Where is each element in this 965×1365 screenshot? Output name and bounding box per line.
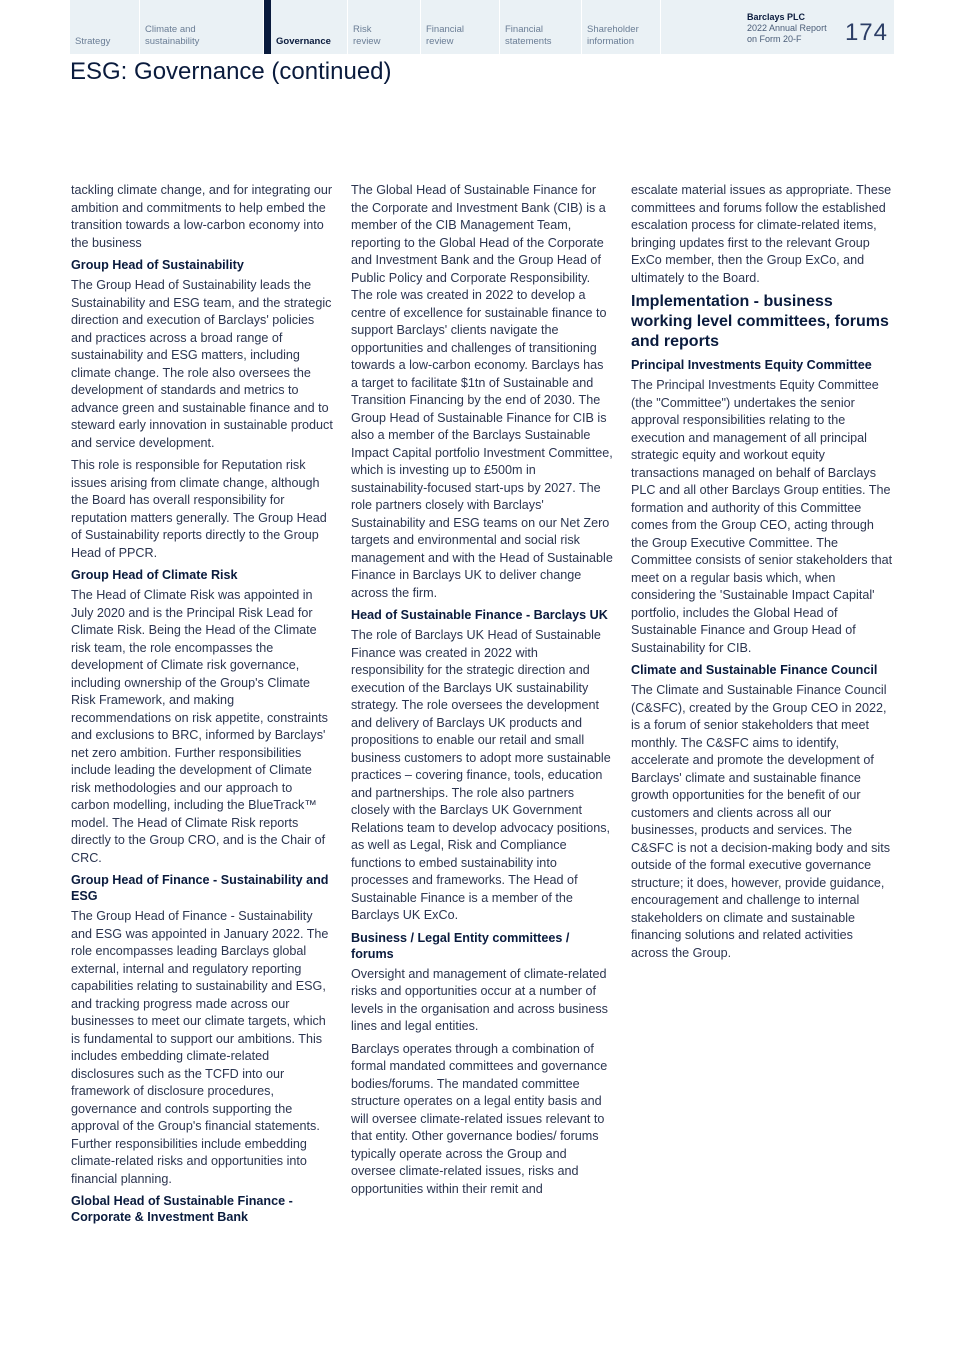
tab-financial-statements[interactable]: Financial statements [500, 0, 582, 54]
column-2 [351, 182, 613, 1203]
paragraph: This role is responsible for Reputation risk issues arising from climate change, although the Board has overall responsibility for reputation matters generally. The Group Head of Sustainability reports directly to the Group Head of PPCR. [71, 458, 327, 560]
heading-implementation: Implementation - business working level committees, forums and reports [631, 293, 889, 350]
report-info [747, 12, 827, 45]
tab-shareholder-information[interactable]: Shareholder information [582, 0, 661, 54]
tab-climate-and-sustainability[interactable]: Climate and sustainability [140, 0, 264, 54]
paragraph: Oversight and management of climate-related risks and opportunities occur at a number of levels in the organisation and across business lines and legal entities. [351, 966, 608, 1033]
column-1 [71, 182, 333, 1229]
section-nav [70, 0, 894, 54]
tab-financial-review[interactable]: Financial review [421, 0, 500, 54]
active-tab-indicator [264, 0, 271, 54]
report-line-1: 2022 Annual Report [747, 23, 827, 33]
page-title: ESG: Governance (continued) [70, 58, 392, 85]
page-number: 174 [844, 19, 888, 46]
tab-risk-review[interactable]: Risk review [348, 0, 421, 54]
tab-governance[interactable]: Governance [264, 0, 348, 54]
report-line-2: on Form 20-F [747, 34, 802, 44]
heading-climate-sustainable-finance-council: Climate and Sustainable Finance Council [631, 663, 878, 677]
heading-business-legal-entity-committees: Business / Legal Entity committees / forums [351, 930, 570, 961]
paragraph: The Group Head of Finance - Sustainability and ESG was appointed in January 2022. The role encompasses leading Barclays global external, internal and regulatory reporting capabilities relating to sustainability and ESG, and tracking progress made across our businesses to meet our climate targets, which is fundamental to support our ambitions. This includes embedding climate-related disclosures such as the TCFD into our framework of disclosure procedures, governance and controls supporting the approval of the Group's financial statements. Further responsibilities include embedding climate-related risks and opportunities into financial planning. [71, 909, 329, 1186]
paragraph: The role of Barclays UK Head of Sustainable Finance was created in 2022 with responsibility for the strategic direction and execution of the Barclays UK sustainability strategy. The role oversees the development and delivery of Barclays UK products and propositions to enable our retail and small business customers to adopt more sustainable practices – covering finance, tools, education and partnerships. The role also partners closely with the Barclays UK Government Relations team to develop advocacy positions, as well as Legal, Risk and Compliance functions to embed sustainability into processes and frameworks. The Head of Sustainable Finance is a member of the Barclays UK ExCo. [351, 628, 611, 922]
paragraph: The Principal Investments Equity Committee (the "Committee") undertakes the senior approval responsibilities relating to the execution and management of all principal strategic equity and workout equity transactions managed on behalf of Barclays PLC and all other Barclays Group entities. The formation and authority of this Committee comes from the Group CEO, acting through the Group Executive Committee. The Committee consists of senior stakeholders that meet on a regular basis which, when considering the 'Sustainable Impact Capital' portfolio, includes the Global Head of Sustainable Finance and Group Head of Sustainability for CIB. [631, 378, 893, 655]
heading-principal-investments-equity-committee: Principal Investments Equity Committee [631, 358, 872, 372]
column-3 [631, 182, 893, 967]
paragraph: Barclays operates through a combination of formal mandated committees and governance bodies/forums. The mandated committee structure operates on a legal entity basis and will oversee climate-related issues relevant to that entity. Other governance bodies/ forums typically operate across the Group and oversee climate-related issues, risks and opportunities within their remit and [351, 1041, 608, 1196]
heading-group-head-of-sustainability: Group Head of Sustainability [71, 258, 244, 272]
tab-strategy[interactable]: Strategy [70, 0, 140, 54]
paragraph: The Group Head of Sustainability leads the Sustainability and ESG team, and the strategic direction and execution of Barclays' policies and practices across a broad range of sustainability and ESG matters, including climate change. The role also oversees the development of standards and metrics to advance green and sustainable finance and to steward early innovation in sustainable product and service development. [71, 278, 333, 450]
paragraph: tackling climate change, and for integrating our ambition and commitments to help embed the transition towards a low-carbon economy into the business [71, 183, 333, 250]
heading-group-head-of-climate-risk: Group Head of Climate Risk [71, 568, 238, 582]
brand-name: Barclays PLC [747, 12, 806, 22]
paragraph: The Global Head of Sustainable Finance for the Corporate and Investment Bank (CIB) is a member of the CIB Management Team, reporting to the Global Head of the Corporate and Investment Bank and the Group Head of Public Policy and Corporate Responsibility. The role was created in 2022 to develop a centre of excellence for sustainable finance to support Barclays' clients navigate the opportunities and challenges of transitioning towards a low-carbon economy. Barclays has a target to facilitate $1tn of Sustainable and Transition Financing by the end of 2030. The Group Head of Sustainable Finance for CIB is also a member of the Barclays Sustainable Impact Capital portfolio Investment Committee, which is investing up to £500m in sustainability-focused start-ups by 2027. The role partners closely with Barclays' Sustainability and ESG teams on our Net Zero targets and environmental and social risk management and with the Head of Sustainable Finance in Barclays UK to deliver change across the firm. [351, 183, 613, 600]
heading-head-of-sustainable-finance-uk: Head of Sustainable Finance - Barclays UK [351, 608, 608, 622]
report-brand [661, 0, 894, 54]
paragraph: The Climate and Sustainable Finance Council (C&SFC), created by the Group CEO in 2022, is a forum of senior stakeholders that meet monthly. The C&SFC aims to identify, accelerate and promote the development of Barclays' climate and sustainable finance growth opportunities for the benefit of our customers and clients across all our businesses, products and services. The C&SFC is not a decision-making body and sits outside of the formal executive governance structure; it does, however, provide guidance, encouragement and challenge to internal stakeholders on climate and sustainable financing solutions and related activities across the Group. [631, 683, 890, 960]
paragraph: The Head of Climate Risk was appointed in July 2020 and is the Principal Risk Lead for Climate Risk. Being the Head of the Climate risk team, the role encompasses the development of Climate risk governance, including ownership of the Group's Climate Risk Framework, and making recommendations on risk appetite, constraints and exclusions to BRC, informed by Barclays' net zero ambition. Further responsibilities include leading the development of Climate risk methodologies and our approach to carbon modelling, including the BlueTrack™ model. The Head of Climate Risk reports directly to the Group CRO, and is the Chair of CRC. [71, 588, 328, 865]
heading-global-head-of-sustainable-finance: Global Head of Sustainable Finance - Corporate & Investment Bank [71, 1194, 293, 1224]
heading-group-head-of-finance: Group Head of Finance - Sustainability and ESG [71, 873, 329, 903]
paragraph: escalate material issues as appropriate. These committees and forums follow the established escalation process for climate-related items, bringing updates first to the relevant Group ExCo member, then the Group ExCo, and ultimately to the Board. [631, 183, 892, 285]
